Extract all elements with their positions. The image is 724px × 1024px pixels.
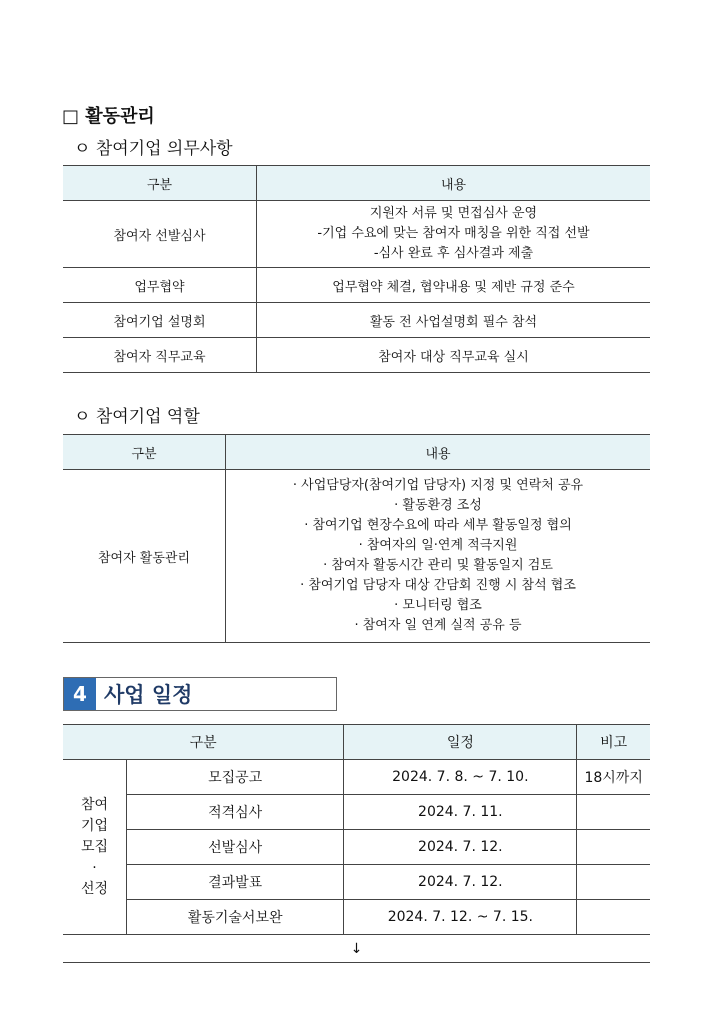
step: 활동기술서보완: [127, 900, 344, 935]
section-heading: □ 활동관리: [62, 106, 155, 127]
col-header: 내용: [226, 435, 651, 470]
cell-content: 업무협약 체결, 협약내용 및 제반 규정 준수: [257, 268, 651, 303]
roles-table: [63, 434, 650, 643]
subheading-obligations: ㅇ 참여기업 의무사항: [74, 139, 233, 159]
cell-category: 참여자 활동관리: [63, 470, 226, 643]
date: 2024. 7. 12.: [344, 830, 577, 865]
col-header: 구분: [63, 435, 226, 470]
date: 2024. 7. 11.: [344, 795, 577, 830]
arrow-down-icon: ↓: [63, 935, 650, 963]
date: 2024. 7. 8. ~ 7. 10.: [344, 760, 577, 795]
col-header: 구분: [63, 166, 257, 201]
date: 2024. 7. 12.: [344, 865, 577, 900]
note: 18시까지: [577, 760, 650, 795]
col-header: 구분: [63, 725, 344, 760]
date: 2024. 7. 12. ~ 7. 15.: [344, 900, 577, 935]
step: 적격심사: [127, 795, 344, 830]
note: [577, 830, 650, 865]
cell-category: 참여기업 설명회: [63, 303, 257, 338]
col-header: 비고: [577, 725, 650, 760]
cell-category: 업무협약: [63, 268, 257, 303]
col-header: 일정: [344, 725, 577, 760]
cell-content: · 사업담당자(참여기업 담당자) 지정 및 연락처 공유 · 활동환경 조성 · 참여기업 현장수요에 따라 세부 활동일정 협의 · 참여자의 일·연계 적극지원 · 참여자 활동시간 관리 및 활동일지 검토 · 참여기업 담당자 대상 간담회 진행 시 참석 협조 · 모니터링 협조 · 참여자 일 연계 실적 공유 등: [226, 470, 651, 643]
group-label: 참여 기업 모집 · 선정: [63, 760, 127, 935]
step: 선발심사: [127, 830, 344, 865]
col-header: 내용: [257, 166, 651, 201]
section-number: 4: [64, 678, 96, 710]
step: 결과발표: [127, 865, 344, 900]
note: [577, 865, 650, 900]
note: [577, 900, 650, 935]
cell-category: 참여자 선발심사: [63, 201, 257, 268]
note: [577, 795, 650, 830]
step: 모집공고: [127, 760, 344, 795]
cell-content: 지원자 서류 및 면접심사 운영 -기업 수요에 맞는 참여자 매칭을 위한 직접 선발 -심사 완료 후 심사결과 제출: [257, 201, 651, 268]
obligations-table: [63, 165, 650, 373]
cell-category: 참여자 직무교육: [63, 338, 257, 373]
schedule-table: [63, 724, 650, 963]
cell-content: 참여자 대상 직무교육 실시: [257, 338, 651, 373]
cell-content: 활동 전 사업설명회 필수 참석: [257, 303, 651, 338]
subheading-roles: ㅇ 참여기업 역할: [74, 407, 200, 427]
section-title: 사업 일정: [104, 683, 193, 707]
section-title-box: [63, 677, 337, 711]
